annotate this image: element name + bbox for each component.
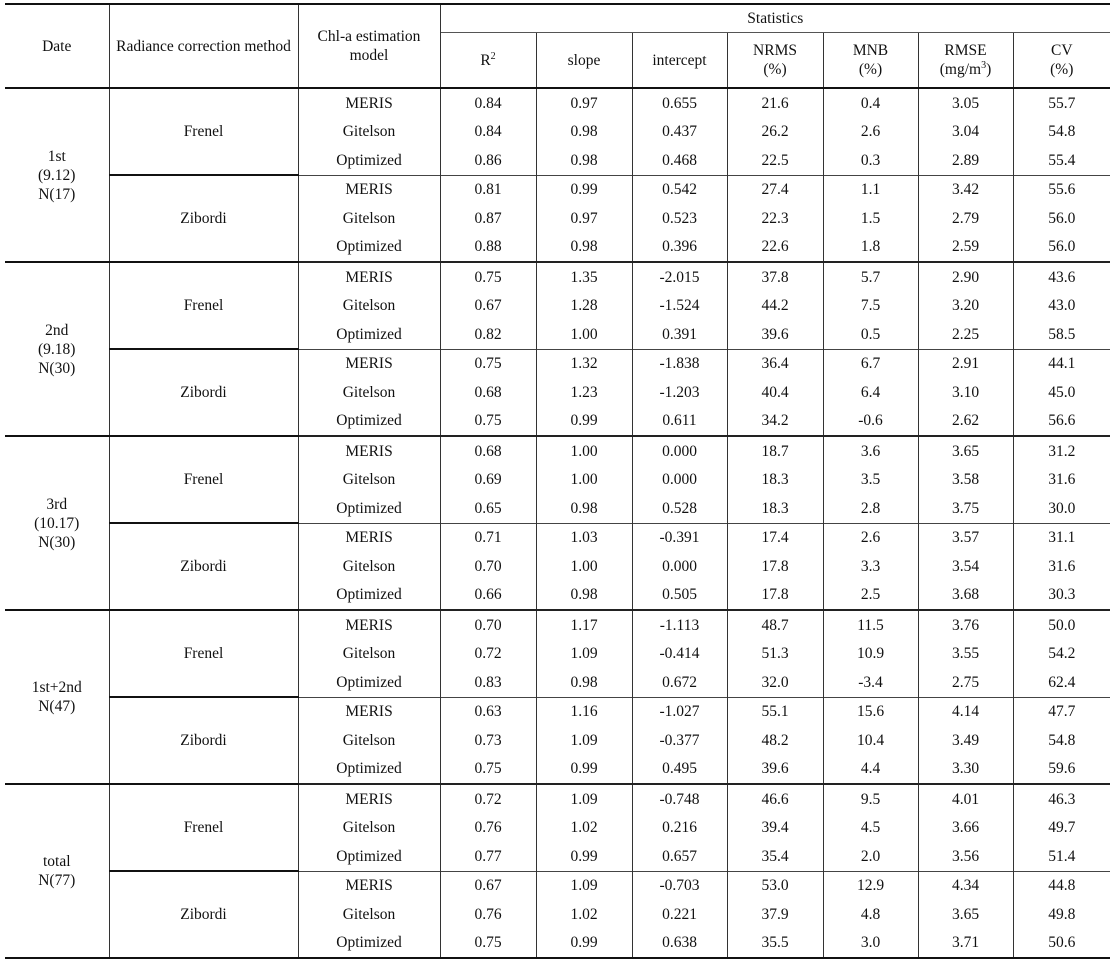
rmse-cell: 3.58: [918, 466, 1013, 495]
header-r2: $R^2$: [440, 33, 536, 89]
rmse-cell: 3.75: [918, 494, 1013, 523]
mnb-cell: 1.1: [823, 175, 918, 204]
nrms-cell: 39.6: [727, 320, 823, 349]
mnb-cell: 1.8: [823, 233, 918, 263]
date-cell: [5, 262, 109, 436]
cv-cell: 56.6: [1013, 407, 1110, 437]
rmse-cell: 2.75: [918, 668, 1013, 697]
slope-cell: 1.09: [536, 726, 632, 755]
date-cell: [5, 610, 109, 784]
slope-cell: 0.99: [536, 929, 632, 959]
mnb-cell: -0.6: [823, 407, 918, 437]
date-line: (9.12): [38, 166, 76, 184]
r2-cell: 0.77: [440, 842, 536, 871]
mnb-cell: 0.4: [823, 88, 918, 118]
intercept-cell: -0.391: [632, 523, 727, 552]
nrms-cell: 55.1: [727, 697, 823, 726]
mnb-cell: 2.5: [823, 581, 918, 611]
r2-cell: 0.83: [440, 668, 536, 697]
cv-cell: 47.7: [1013, 697, 1110, 726]
intercept-cell: -1.027: [632, 697, 727, 726]
model-cell: Gitelson: [298, 552, 440, 581]
method-cell: Frenel: [109, 610, 298, 697]
table-row: [5, 436, 1110, 466]
slope-cell: 0.98: [536, 494, 632, 523]
model-cell: Gitelson: [298, 292, 440, 321]
date-line: N(47): [38, 698, 76, 715]
slope-cell: 1.17: [536, 610, 632, 640]
r2-cell: 0.70: [440, 610, 536, 640]
model-cell: MERIS: [298, 784, 440, 814]
mnb-cell: 12.9: [823, 871, 918, 900]
date-cell: [5, 436, 109, 610]
nrms-cell: 53.0: [727, 871, 823, 900]
intercept-cell: 0.221: [632, 900, 727, 929]
date-cell: [5, 88, 109, 262]
r2-cell: 0.87: [440, 204, 536, 233]
intercept-cell: 0.437: [632, 118, 727, 147]
nrms-cell: 46.6: [727, 784, 823, 814]
rmse-cell: 4.01: [918, 784, 1013, 814]
mnb-cell: 15.6: [823, 697, 918, 726]
slope-cell: 0.98: [536, 118, 632, 147]
intercept-cell: -0.703: [632, 871, 727, 900]
slope-cell: 0.98: [536, 233, 632, 263]
mnb-cell: 2.6: [823, 523, 918, 552]
nrms-cell: 35.4: [727, 842, 823, 871]
slope-cell: 1.09: [536, 640, 632, 669]
nrms-cell: 39.6: [727, 755, 823, 785]
r2-cell: 0.70: [440, 552, 536, 581]
r2-cell: 0.75: [440, 262, 536, 292]
nrms-cell: 17.8: [727, 581, 823, 611]
model-cell: MERIS: [298, 175, 440, 204]
slope-cell: 1.32: [536, 349, 632, 378]
mnb-cell: 10.4: [823, 726, 918, 755]
slope-cell: 1.02: [536, 900, 632, 929]
nrms-cell: 32.0: [727, 668, 823, 697]
mnb-cell: 6.7: [823, 349, 918, 378]
cv-cell: 44.8: [1013, 871, 1110, 900]
model-cell: Optimized: [298, 842, 440, 871]
rmse-cell: 2.62: [918, 407, 1013, 437]
nrms-cell: 21.6: [727, 88, 823, 118]
model-cell: Optimized: [298, 320, 440, 349]
cv-cell: 56.0: [1013, 233, 1110, 263]
slope-cell: 0.99: [536, 755, 632, 785]
mnb-cell: 9.5: [823, 784, 918, 814]
slope-cell: 1.00: [536, 320, 632, 349]
slope-cell: 0.99: [536, 407, 632, 437]
rmse-cell: 3.76: [918, 610, 1013, 640]
nrms-cell: 18.3: [727, 466, 823, 495]
slope-cell: 1.02: [536, 814, 632, 843]
method-cell: Frenel: [109, 436, 298, 523]
header-rmse: RMSE $(mg/m^3)$: [918, 33, 1013, 89]
model-cell: MERIS: [298, 697, 440, 726]
r2-cell: 0.76: [440, 814, 536, 843]
model-cell: Optimized: [298, 929, 440, 959]
mnb-cell: 0.5: [823, 320, 918, 349]
intercept-cell: 0.611: [632, 407, 727, 437]
intercept-cell: 0.542: [632, 175, 727, 204]
model-cell: MERIS: [298, 262, 440, 292]
model-cell: Optimized: [298, 668, 440, 697]
nrms-cell: 17.4: [727, 523, 823, 552]
intercept-cell: -1.203: [632, 378, 727, 407]
r2-cell: 0.63: [440, 697, 536, 726]
intercept-cell: 0.000: [632, 436, 727, 466]
table-row: [5, 610, 1110, 640]
rmse-cell: 2.89: [918, 146, 1013, 175]
model-cell: Gitelson: [298, 466, 440, 495]
intercept-cell: 0.505: [632, 581, 727, 611]
model-cell: Gitelson: [298, 726, 440, 755]
rmse-cell: 3.71: [918, 929, 1013, 959]
intercept-cell: -0.377: [632, 726, 727, 755]
slope-cell: 0.98: [536, 146, 632, 175]
rmse-cell: 3.42: [918, 175, 1013, 204]
cv-cell: 43.0: [1013, 292, 1110, 321]
slope-cell: 1.00: [536, 436, 632, 466]
rmse-cell: 3.68: [918, 581, 1013, 611]
cv-cell: 49.8: [1013, 900, 1110, 929]
mnb-cell: 5.7: [823, 262, 918, 292]
mnb-cell: 4.8: [823, 900, 918, 929]
intercept-cell: 0.000: [632, 466, 727, 495]
table-row: [5, 262, 1110, 292]
r2-cell: 0.72: [440, 640, 536, 669]
cv-cell: 55.7: [1013, 88, 1110, 118]
cv-cell: 50.0: [1013, 610, 1110, 640]
r2-cell: 0.68: [440, 436, 536, 466]
nrms-cell: 36.4: [727, 349, 823, 378]
intercept-cell: -1.838: [632, 349, 727, 378]
slope-cell: 1.28: [536, 292, 632, 321]
method-cell: Frenel: [109, 88, 298, 175]
rmse-cell: 3.10: [918, 378, 1013, 407]
model-cell: Gitelson: [298, 814, 440, 843]
method-cell: Zibordi: [109, 175, 298, 262]
nrms-cell: 37.8: [727, 262, 823, 292]
model-cell: Optimized: [298, 146, 440, 175]
cv-cell: 31.2: [1013, 436, 1110, 466]
table-header: [5, 4, 1110, 88]
rmse-cell: 4.34: [918, 871, 1013, 900]
rmse-cell: 3.05: [918, 88, 1013, 118]
mnb-cell: 2.6: [823, 118, 918, 147]
r2-cell: 0.75: [440, 929, 536, 959]
slope-cell: 0.99: [536, 175, 632, 204]
cv-cell: 31.1: [1013, 523, 1110, 552]
slope-cell: 0.97: [536, 88, 632, 118]
slope-cell: 1.09: [536, 784, 632, 814]
cv-cell: 51.4: [1013, 842, 1110, 871]
slope-cell: 1.35: [536, 262, 632, 292]
intercept-cell: 0.672: [632, 668, 727, 697]
r2-cell: 0.88: [440, 233, 536, 263]
model-cell: Optimized: [298, 755, 440, 785]
model-cell: Optimized: [298, 494, 440, 523]
intercept-cell: 0.468: [632, 146, 727, 175]
nrms-cell: 22.5: [727, 146, 823, 175]
method-cell: Zibordi: [109, 697, 298, 784]
rmse-cell: 2.59: [918, 233, 1013, 263]
rmse-cell: 2.79: [918, 204, 1013, 233]
cv-cell: 56.0: [1013, 204, 1110, 233]
date-line: total: [42, 853, 71, 870]
cv-cell: 59.6: [1013, 755, 1110, 785]
mnb-cell: 1.5: [823, 204, 918, 233]
mnb-cell: 2.0: [823, 842, 918, 871]
model-cell: MERIS: [298, 88, 440, 118]
intercept-cell: 0.638: [632, 929, 727, 959]
cv-cell: 50.6: [1013, 929, 1110, 959]
method-cell: Frenel: [109, 784, 298, 871]
header-intercept: intercept: [632, 33, 727, 89]
date-line: N(17): [38, 185, 76, 203]
header-mnb: MNB (%): [823, 33, 918, 89]
slope-cell: 0.97: [536, 204, 632, 233]
r2-cell: 0.81: [440, 175, 536, 204]
mnb-cell: 7.5: [823, 292, 918, 321]
slope-cell: 0.99: [536, 842, 632, 871]
rmse-cell: 3.65: [918, 900, 1013, 929]
table-row: [5, 88, 1110, 118]
mnb-cell: 3.3: [823, 552, 918, 581]
r2-cell: 0.75: [440, 407, 536, 437]
table-row: [5, 523, 1110, 552]
rmse-cell: 3.49: [918, 726, 1013, 755]
cv-cell: 31.6: [1013, 466, 1110, 495]
model-cell: Gitelson: [298, 900, 440, 929]
cv-cell: 54.2: [1013, 640, 1110, 669]
r2-cell: 0.69: [440, 466, 536, 495]
model-cell: MERIS: [298, 349, 440, 378]
cv-cell: 49.7: [1013, 814, 1110, 843]
slope-cell: 0.98: [536, 581, 632, 611]
intercept-cell: 0.216: [632, 814, 727, 843]
cv-cell: 46.3: [1013, 784, 1110, 814]
rmse-cell: 3.57: [918, 523, 1013, 552]
date-line: 1st+2nd: [31, 679, 82, 696]
intercept-cell: 0.000: [632, 552, 727, 581]
intercept-cell: -1.113: [632, 610, 727, 640]
date-line: 2nd: [45, 321, 69, 339]
r2-cell: 0.75: [440, 349, 536, 378]
mnb-cell: -3.4: [823, 668, 918, 697]
nrms-cell: 34.2: [727, 407, 823, 437]
cv-cell: 54.8: [1013, 118, 1110, 147]
nrms-cell: 22.3: [727, 204, 823, 233]
mnb-cell: 6.4: [823, 378, 918, 407]
cv-cell: 54.8: [1013, 726, 1110, 755]
header-date: Date: [5, 4, 109, 88]
rmse-cell: 3.30: [918, 755, 1013, 785]
rmse-cell: 3.65: [918, 436, 1013, 466]
intercept-cell: -2.015: [632, 262, 727, 292]
rmse-cell: 3.20: [918, 292, 1013, 321]
table-row: [5, 175, 1110, 204]
method-cell: Zibordi: [109, 871, 298, 958]
intercept-cell: 0.523: [632, 204, 727, 233]
cv-cell: 55.4: [1013, 146, 1110, 175]
r2-cell: 0.65: [440, 494, 536, 523]
slope-cell: 0.98: [536, 668, 632, 697]
method-cell: Frenel: [109, 262, 298, 349]
r2-cell: 0.67: [440, 871, 536, 900]
cv-cell: 30.3: [1013, 581, 1110, 611]
r2-cell: 0.84: [440, 88, 536, 118]
nrms-cell: 44.2: [727, 292, 823, 321]
intercept-cell: 0.657: [632, 842, 727, 871]
header-cv: CV (%): [1013, 33, 1110, 89]
slope-cell: 1.00: [536, 552, 632, 581]
header-slope: slope: [536, 33, 632, 89]
header-statistics: Statistics: [440, 4, 1110, 33]
r2-cell: 0.71: [440, 523, 536, 552]
rmse-cell: 3.04: [918, 118, 1013, 147]
intercept-cell: -0.748: [632, 784, 727, 814]
model-cell: Optimized: [298, 581, 440, 611]
cv-cell: 55.6: [1013, 175, 1110, 204]
mnb-cell: 3.5: [823, 466, 918, 495]
cv-cell: 43.6: [1013, 262, 1110, 292]
method-cell: Zibordi: [109, 523, 298, 610]
model-cell: Gitelson: [298, 204, 440, 233]
model-cell: Gitelson: [298, 640, 440, 669]
rmse-cell: 2.90: [918, 262, 1013, 292]
nrms-cell: 40.4: [727, 378, 823, 407]
nrms-cell: 37.9: [727, 900, 823, 929]
mnb-cell: 4.5: [823, 814, 918, 843]
slope-cell: 1.16: [536, 697, 632, 726]
table-body: [5, 88, 1110, 958]
nrms-cell: 48.2: [727, 726, 823, 755]
nrms-cell: 51.3: [727, 640, 823, 669]
r2-cell: 0.67: [440, 292, 536, 321]
cv-cell: 31.6: [1013, 552, 1110, 581]
rmse-cell: 3.56: [918, 842, 1013, 871]
intercept-cell: 0.396: [632, 233, 727, 263]
r2-cell: 0.86: [440, 146, 536, 175]
cv-cell: 45.0: [1013, 378, 1110, 407]
slope-cell: 1.23: [536, 378, 632, 407]
intercept-cell: 0.655: [632, 88, 727, 118]
table-row: [5, 349, 1110, 378]
mnb-cell: 4.4: [823, 755, 918, 785]
r2-cell: 0.75: [440, 755, 536, 785]
r2-cell: 0.66: [440, 581, 536, 611]
nrms-cell: 18.3: [727, 494, 823, 523]
mnb-cell: 3.0: [823, 929, 918, 959]
intercept-cell: 0.495: [632, 755, 727, 785]
r2-cell: 0.72: [440, 784, 536, 814]
nrms-cell: 26.2: [727, 118, 823, 147]
date-line: N(30): [38, 359, 76, 377]
mnb-cell: 0.3: [823, 146, 918, 175]
header-method: Radiance correction method: [109, 4, 298, 88]
date-line: N(30): [38, 533, 76, 551]
model-cell: MERIS: [298, 436, 440, 466]
nrms-cell: 48.7: [727, 610, 823, 640]
model-cell: Optimized: [298, 233, 440, 263]
r2-cell: 0.73: [440, 726, 536, 755]
cv-cell: 62.4: [1013, 668, 1110, 697]
cv-cell: 44.1: [1013, 349, 1110, 378]
model-cell: MERIS: [298, 610, 440, 640]
cv-cell: 30.0: [1013, 494, 1110, 523]
date-line: 3rd: [46, 495, 68, 513]
rmse-cell: 3.54: [918, 552, 1013, 581]
mnb-cell: 11.5: [823, 610, 918, 640]
intercept-cell: -1.524: [632, 292, 727, 321]
table-row: [5, 697, 1110, 726]
model-cell: Gitelson: [298, 118, 440, 147]
intercept-cell: -0.414: [632, 640, 727, 669]
method-cell: Zibordi: [109, 349, 298, 436]
nrms-cell: 27.4: [727, 175, 823, 204]
nrms-cell: 22.6: [727, 233, 823, 263]
model-cell: Optimized: [298, 407, 440, 437]
model-cell: MERIS: [298, 523, 440, 552]
date-line: (10.17): [34, 514, 80, 532]
nrms-cell: 18.7: [727, 436, 823, 466]
date-line: (9.18): [38, 340, 76, 358]
model-cell: Gitelson: [298, 378, 440, 407]
rmse-cell: 3.55: [918, 640, 1013, 669]
statistics-table: [5, 3, 1110, 959]
header-model: Chl-a estimation model: [298, 4, 440, 88]
rmse-cell: 2.91: [918, 349, 1013, 378]
date-line: 1st: [47, 147, 66, 165]
slope-cell: 1.09: [536, 871, 632, 900]
rmse-cell: 2.25: [918, 320, 1013, 349]
slope-cell: 1.00: [536, 466, 632, 495]
rmse-cell: 4.14: [918, 697, 1013, 726]
r2-cell: 0.84: [440, 118, 536, 147]
table-row: [5, 871, 1110, 900]
header-nrms: NRMS (%): [727, 33, 823, 89]
r2-cell: 0.82: [440, 320, 536, 349]
rmse-cell: 3.66: [918, 814, 1013, 843]
r2-cell: 0.68: [440, 378, 536, 407]
intercept-cell: 0.528: [632, 494, 727, 523]
date-cell: [5, 784, 109, 958]
cv-cell: 58.5: [1013, 320, 1110, 349]
nrms-cell: 17.8: [727, 552, 823, 581]
mnb-cell: 10.9: [823, 640, 918, 669]
slope-cell: 1.03: [536, 523, 632, 552]
date-line: N(77): [38, 872, 76, 889]
nrms-cell: 35.5: [727, 929, 823, 959]
r2-cell: 0.76: [440, 900, 536, 929]
table-row: [5, 784, 1110, 814]
mnb-cell: 3.6: [823, 436, 918, 466]
mnb-cell: 2.8: [823, 494, 918, 523]
nrms-cell: 39.4: [727, 814, 823, 843]
intercept-cell: 0.391: [632, 320, 727, 349]
model-cell: MERIS: [298, 871, 440, 900]
